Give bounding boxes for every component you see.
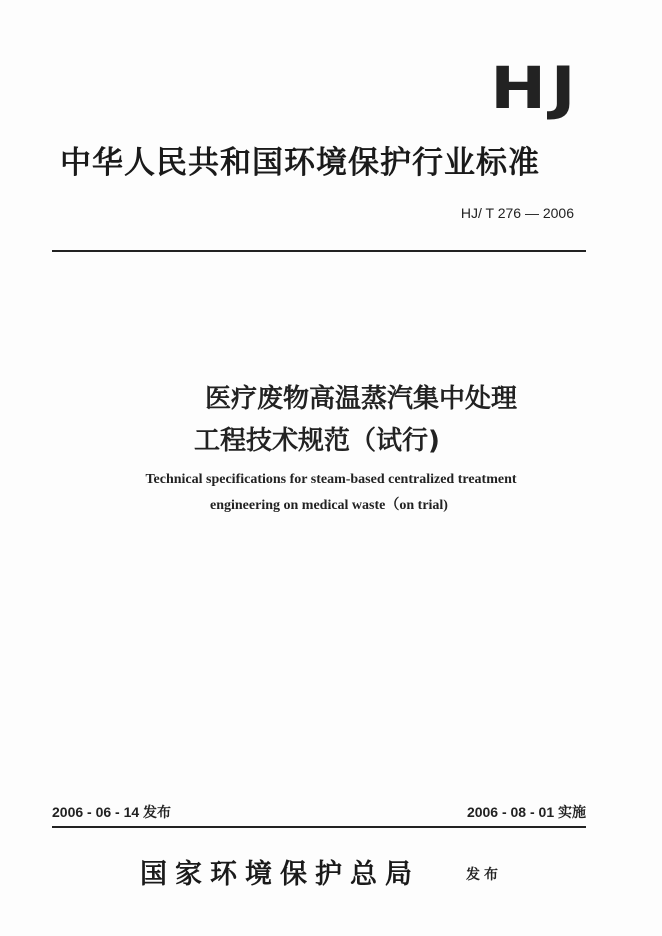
- title-cn-line1: 医疗废物高温蒸汽集中处理: [204, 384, 517, 414]
- standard-type-heading: 中华人民共和国环境保护行业标准: [60, 145, 540, 181]
- publisher-name: 国家环境保护总局: [140, 859, 420, 890]
- footer-divider: [52, 826, 586, 828]
- header-divider: [52, 250, 586, 252]
- implementation-date: 2006 - 08 - 01 实施: [466, 804, 586, 820]
- standard-code: HJ/ T 276 — 2006: [460, 205, 574, 221]
- title-en-line1: Technical specifications for steam-based centralized treatment: [145, 472, 517, 487]
- hj-logo: HJ: [490, 54, 580, 122]
- publish-label: 发布: [466, 867, 502, 883]
- title-cn-line2: 工程技术规范（试行): [194, 426, 440, 456]
- title-en-line2: engineering on medical waste（on trial): [210, 498, 448, 513]
- issue-date: 2006 - 06 - 14 发布: [52, 804, 172, 820]
